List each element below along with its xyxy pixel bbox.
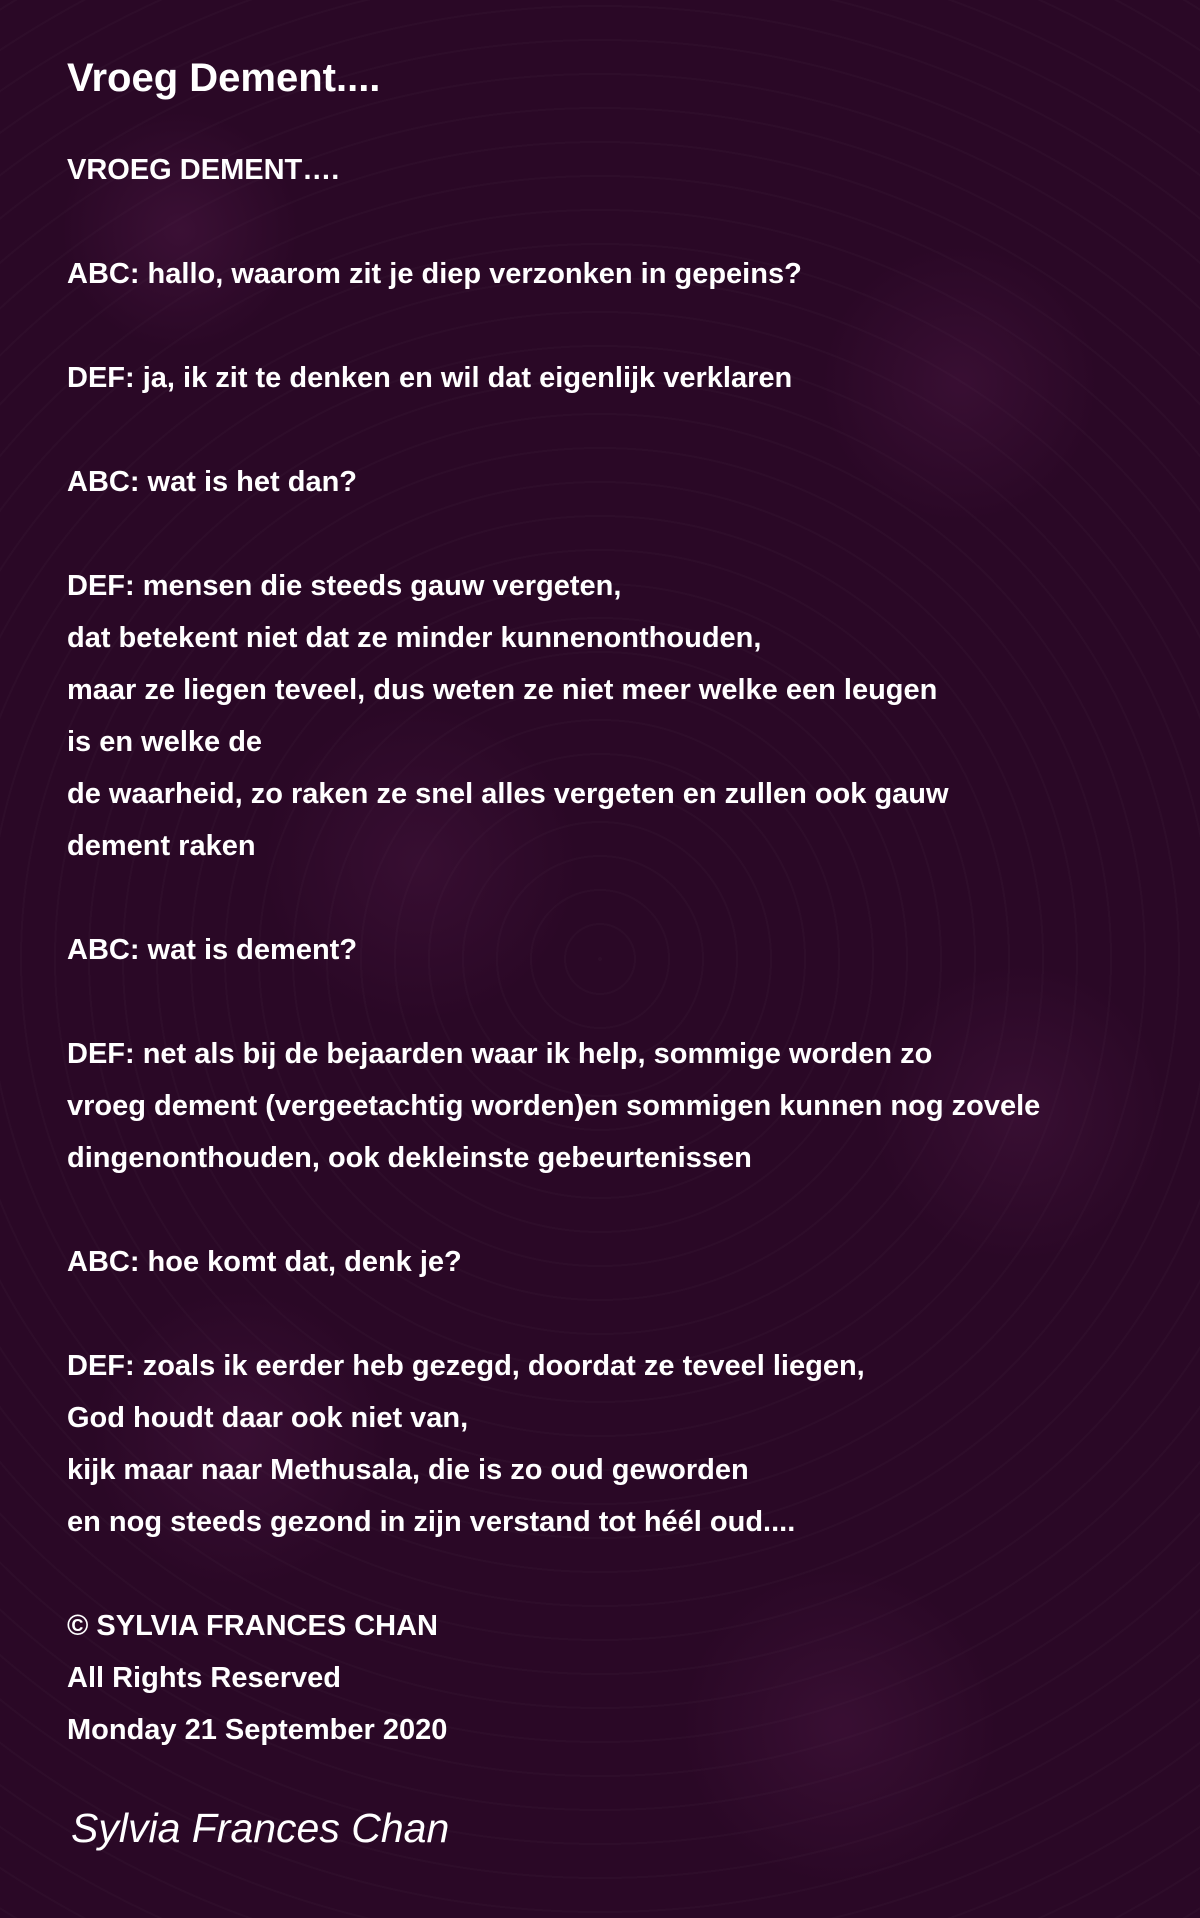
stanza: [67, 144, 1167, 196]
poem-line: is en welke de: [67, 726, 263, 758]
stanza: [67, 456, 1167, 508]
poem-line: ABC: hallo, waarom zit je diep verzonken in gepeins?: [67, 258, 802, 290]
stanza: [67, 1028, 1167, 1184]
poem-line: DEF: ja, ik zit te denken en wil dat eigenlijk verklaren: [67, 362, 793, 394]
stanza: [67, 1236, 1167, 1288]
poem-title: Vroeg Dement....: [67, 56, 381, 100]
poem-line: ABC: hoe komt dat, denk je?: [67, 1246, 462, 1278]
copyright-block: [67, 1600, 1167, 1756]
copyright-owner: © SYLVIA FRANCES CHAN: [67, 1610, 438, 1642]
stanza: [67, 248, 1167, 300]
stanza: [67, 1340, 1167, 1548]
poem-line: vroeg dement (vergeetachtig worden)en sommigen kunnen nog zovele: [67, 1090, 1041, 1122]
poem-line: maar ze liegen teveel, dus weten ze niet meer welke een leugen: [67, 674, 938, 706]
stanza: [67, 352, 1167, 404]
poem-line: dat betekent niet dat ze minder kunnenonthouden,: [67, 622, 762, 654]
poem-line: kijk maar naar Methusala, die is zo oud geworden: [67, 1454, 749, 1486]
poem-line: God houdt daar ook niet van,: [67, 1402, 469, 1434]
rights-reserved: All Rights Reserved: [67, 1662, 341, 1694]
author-signature: Sylvia Frances Chan: [71, 1805, 450, 1851]
poem-line: ABC: wat is dement?: [67, 934, 358, 966]
poem-line: DEF: mensen die steeds gauw vergeten,: [67, 570, 622, 602]
poem-line: de waarheid, zo raken ze snel alles vergeten en zullen ook gauw: [67, 778, 949, 810]
poem-line: dingenonthouden, ook dekleinste gebeurtenissen: [67, 1142, 752, 1174]
poem-line: VROEG DEMENT….: [67, 154, 340, 186]
stanza: [67, 560, 1167, 872]
poem-line: dement raken: [67, 830, 256, 862]
poem-line: DEF: net als bij de bejaarden waar ik help, sommige worden zo: [67, 1038, 933, 1070]
poem-line: DEF: zoals ik eerder heb gezegd, doordat ze teveel liegen,: [67, 1350, 865, 1382]
publish-date: Monday 21 September 2020: [67, 1714, 448, 1746]
poem-line: ABC: wat is het dan?: [67, 466, 358, 498]
poem-line: en nog steeds gezond in zijn verstand tot héél oud....: [67, 1506, 796, 1538]
poem-body: [67, 144, 1167, 1756]
poem-page: [67, 48, 1167, 1856]
stanza: [67, 924, 1167, 976]
